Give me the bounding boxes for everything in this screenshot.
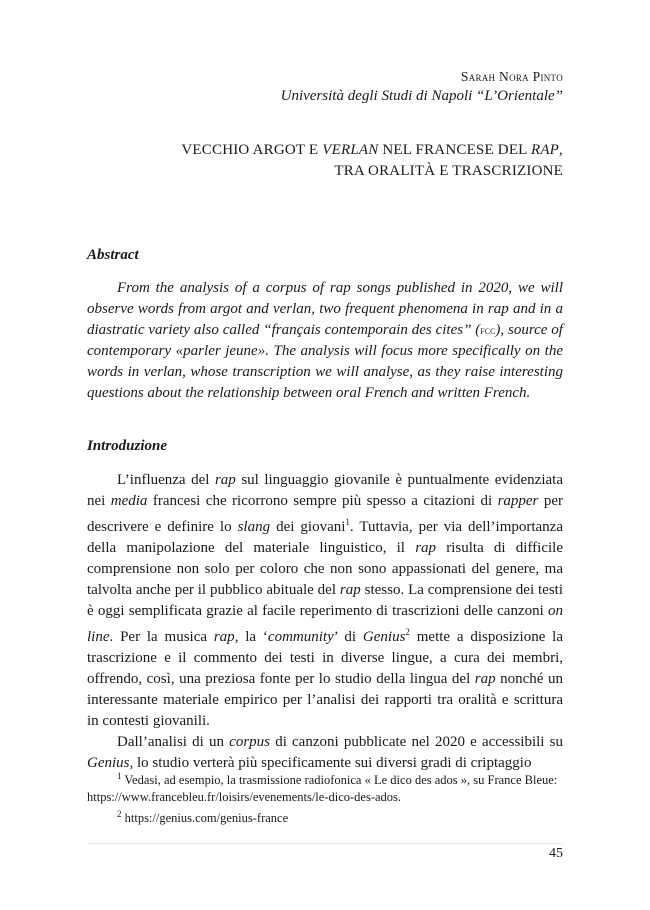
introduction-heading: Introduzione bbox=[87, 438, 168, 454]
text-italic: rapper bbox=[497, 493, 539, 509]
footnote-number: 2 bbox=[117, 809, 122, 820]
text-italic: corpus bbox=[229, 734, 271, 750]
footnote-ref[interactable]: 2 bbox=[405, 627, 410, 637]
introduction-body bbox=[87, 470, 563, 774]
text-run: . Tuttavia, per via dell’importanza della manipolazione del materiale linguistico, il bbox=[87, 519, 563, 556]
abstract-heading: Abstract bbox=[87, 247, 139, 263]
paper-title bbox=[103, 140, 563, 182]
text-italic: community bbox=[267, 629, 334, 645]
paragraph-1 bbox=[87, 470, 563, 732]
page-number: 45 bbox=[549, 846, 563, 861]
text-italic: on line bbox=[87, 603, 563, 645]
text-run: risulta di difficile comprensione non solo per coloro che non sono appassionati del genere, ma talvolta anche per il pubblico abituale del bbox=[87, 540, 563, 598]
abstract-part: ), source of contemporary «parler jeune». The analysis will focus more specifically on the words in verlan, whose transcription we will analyse, as they raise interesting questions about the relationship between oral French and written French. bbox=[87, 322, 563, 401]
footnote-number: 1 bbox=[117, 771, 122, 781]
title-italic: RAP bbox=[530, 142, 560, 158]
footer-rule bbox=[87, 843, 563, 844]
text-italic: rap bbox=[415, 540, 437, 556]
text-run: L’influenza del bbox=[117, 472, 215, 488]
text-italic: rap bbox=[339, 582, 361, 598]
author-name: Sarah Nora Pinto bbox=[460, 69, 563, 84]
footnote-1 bbox=[87, 768, 563, 806]
text-run: di canzoni pubblicate nel 2020 e accessibili su bbox=[270, 734, 563, 750]
title-part: , bbox=[559, 142, 563, 158]
text-run: Dall’analisi di un bbox=[117, 734, 230, 750]
text-run: dei giovani bbox=[270, 519, 346, 535]
text-italic: Genius bbox=[87, 755, 130, 771]
text-run: per descrivere e definire lo bbox=[87, 493, 563, 535]
abstract-text bbox=[87, 278, 563, 404]
text-italic: Genius bbox=[362, 629, 406, 645]
title-part: NEL FRANCESE DEL bbox=[378, 142, 531, 158]
text-italic: slang bbox=[237, 519, 271, 535]
text-run: . Per la musica bbox=[109, 629, 214, 645]
abstract-acronym: fcc bbox=[480, 323, 496, 337]
text-run: nonché un interessante materiale empirico per l’analisi dei rapporti tra oralità e scrittura in contesti giovanili. bbox=[87, 671, 563, 729]
text-run: , la ‘ bbox=[234, 629, 268, 645]
footnote-text: https://genius.com/genius-france bbox=[121, 811, 289, 826]
text-run: ’ di bbox=[333, 629, 363, 645]
footnotes bbox=[87, 768, 563, 827]
footnote-ref[interactable]: 1 bbox=[345, 517, 350, 527]
title-part: VECCHIO ARGOT E bbox=[181, 142, 323, 158]
text-run: francesi che ricorrono sempre più spesso a citazioni di bbox=[147, 493, 498, 509]
text-italic: rap bbox=[474, 671, 496, 687]
title-line-2: TRA ORALITÀ E TRASCRIZIONE bbox=[334, 163, 563, 179]
author-affiliation: Università degli Studi di Napoli “L’Orientale” bbox=[280, 88, 563, 104]
text-italic: rap bbox=[213, 629, 235, 645]
text-italic: rap bbox=[214, 472, 236, 488]
abstract-part: From the analysis of a corpus of rap songs published in 2020, we will observe words from argot and verlan, two frequent phenomena in rap and in a diastratic variety also called “français contemporain des cites” ( bbox=[87, 280, 563, 338]
text-run: , lo studio verterà più specificamente sui diversi gradi di criptaggio bbox=[129, 755, 532, 771]
title-italic: VERLAN bbox=[322, 142, 379, 158]
text-run: stesso. La comprensione dei testi è oggi semplificata grazie al facile reperimento di trascrizioni delle canzoni bbox=[87, 582, 563, 619]
footnote-2 bbox=[87, 806, 563, 827]
text-run: mette a disposizione la trascrizione e il commento dei testi in diverse lingue, a cura dei membri, offrendo, così, una preziosa fonte per lo studio della lingua del bbox=[87, 629, 563, 687]
text-italic: media bbox=[110, 493, 148, 509]
text-run: sul linguaggio giovanile è puntualmente evidenziata nei bbox=[87, 472, 563, 509]
footnote-text: Vedasi, ad esempio, la trasmissione radiofonica « Le dico des ados », su France Bleue: https://www.francebleu.fr/loisirs/evenements/le-dico-des-ados. bbox=[87, 773, 558, 805]
